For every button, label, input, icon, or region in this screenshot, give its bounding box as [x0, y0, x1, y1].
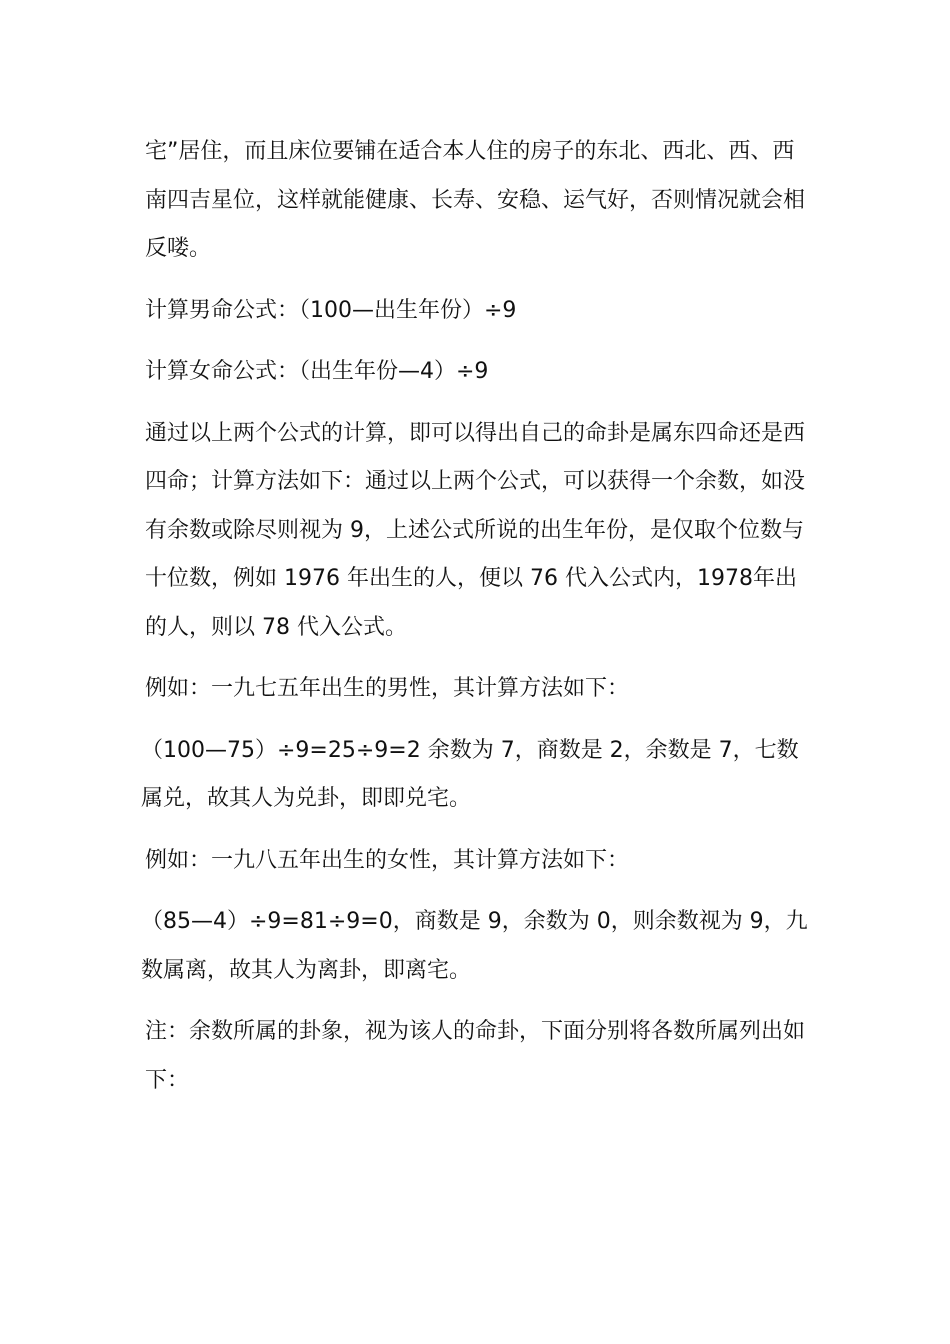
paragraph-example-male-intro: 例如：一九七五年出生的男性，其计算方法如下：	[145, 676, 630, 701]
paragraph-bed-position: 宅”居住，而且床位要铺在适合本人住的房子的东北、西北、西、西南四吉星位，这样就能健康、长寿、安稳、运气好，否则情况就会相反喽。	[145, 139, 806, 261]
paragraph-example-female-intro: 例如：一九八五年出生的女性，其计算方法如下：	[145, 847, 630, 873]
paragraph-male-formula: 计算男命公式：（100—出生年份）÷9	[145, 297, 517, 323]
document-body	[141, 128, 810, 1118]
paragraph-example-male-calc: （100—75）÷9=25÷9=2 余数为 7，商数是 2，余数是 7，七数属兑，故其人为兑卦，即即兑宅。	[141, 737, 799, 811]
paragraph-note: 注：余数所属的卦象，视为该人的命卦，下面分别将各数所属列出如下：	[145, 1019, 806, 1093]
paragraph-female-formula: 计算女命公式：（出生年份—4）÷9	[145, 359, 489, 384]
paragraph-example-female-calc: （85—4）÷9=81÷9=0，商数是 9，余数为 0，则余数视为 9，九数属离，故其人为离卦，即离宅。	[141, 909, 808, 983]
paragraph-calculation-method: 通过以上两个公式的计算，即可以得出自己的命卦是属东四命还是西四命；计算方法如下：通过以上两个公式，可以获得一个余数，如没有余数或除尽则视为 9，上述公式所说的出生年份，是仅取个位数与十位数，例如 1976 年出生的人，便以 76 代入公式内，1978年出的人，则以 78 代入公式。	[145, 420, 806, 640]
